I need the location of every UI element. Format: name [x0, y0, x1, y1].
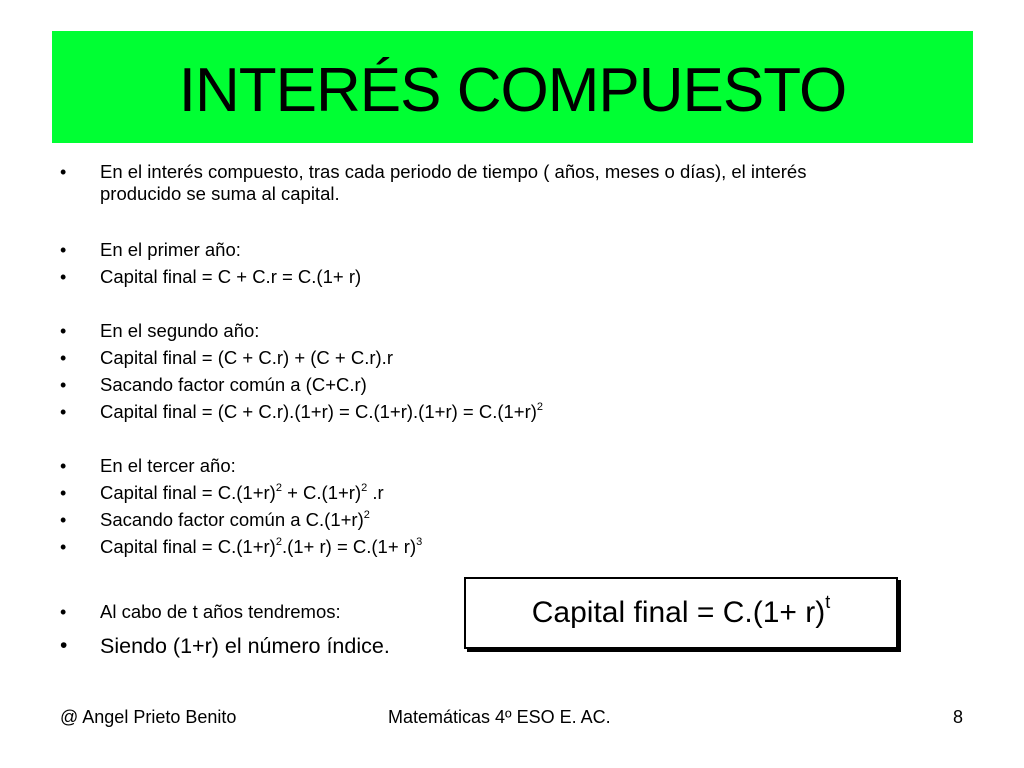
- bullet-text: En el segundo año:: [100, 320, 260, 341]
- bullet-text: Sacando factor común a (C+C.r): [100, 374, 367, 395]
- exponent: 2: [361, 482, 368, 494]
- footer-course: Matemáticas 4º ESO E. AC.: [388, 707, 611, 727]
- bullet-marker: •: [60, 456, 67, 476]
- bullet-text: [100, 401, 890, 423]
- formula-box: [464, 577, 898, 649]
- bullet-marker: •: [60, 321, 67, 341]
- bullet-text: Capital final = (C + C.r) + (C + C.r).r: [100, 347, 393, 368]
- bullet-text: Siendo (1+r) el número índice.: [100, 634, 390, 658]
- bullet-text: En el interés compuesto, tras cada periodo de tiempo ( años, meses o días), el interés producido se suma al capital.: [100, 161, 807, 204]
- footer-author: @ Angel Prieto Benito: [60, 707, 237, 727]
- title-banner: [52, 31, 973, 143]
- bullet-marker: •: [60, 240, 67, 260]
- math-text: Capital final = C.(1+r): [100, 536, 276, 557]
- bullet-marker: •: [60, 634, 68, 657]
- bullet-text: [100, 482, 890, 504]
- exponent: 3: [416, 536, 423, 548]
- bullet-text: En el primer año:: [100, 239, 241, 260]
- formula-exponent: t: [825, 592, 831, 612]
- bullet-text: [100, 536, 890, 558]
- bullet-marker: •: [60, 537, 67, 557]
- exponent: 2: [536, 401, 544, 413]
- bullet-marker: •: [60, 162, 67, 182]
- bullet-marker: •: [60, 510, 67, 530]
- math-text: .(1+ r) = C.(1+ r): [281, 536, 417, 557]
- compound-interest-formula: [531, 592, 831, 630]
- math-text: Capital final = C.(1+r): [100, 482, 276, 503]
- slide-title: INTERÉS COMPUESTO: [178, 55, 847, 125]
- bullet-text: Capital final = C + C.r = C.(1+ r): [100, 266, 362, 287]
- exponent: 2: [363, 509, 370, 521]
- exponent: 2: [275, 482, 282, 494]
- bullet-marker: •: [60, 602, 67, 622]
- bullet-text: En el tercer año:: [100, 455, 236, 476]
- bullet-marker: •: [60, 348, 67, 368]
- formula-text: Capital final = C.(1+ r): [531, 596, 826, 629]
- math-text: + C.(1+r): [281, 482, 362, 503]
- math-text: Sacando factor común a C.(1+r): [100, 509, 364, 530]
- bullet-marker: •: [60, 267, 67, 287]
- exponent: 2: [275, 536, 282, 548]
- math-text: Capital final = (C + C.r).(1+r) = C.(1+r).(1+r) = C.(1+r): [100, 401, 537, 422]
- bullet-marker: •: [60, 483, 67, 503]
- footer-page-number: 8: [953, 707, 964, 727]
- bullet-text: [100, 509, 890, 531]
- math-text: .r: [367, 482, 384, 503]
- bullet-text: Al cabo de t años tendremos:: [100, 601, 341, 622]
- bullet-marker: •: [60, 402, 67, 422]
- bullet-marker: •: [60, 375, 67, 395]
